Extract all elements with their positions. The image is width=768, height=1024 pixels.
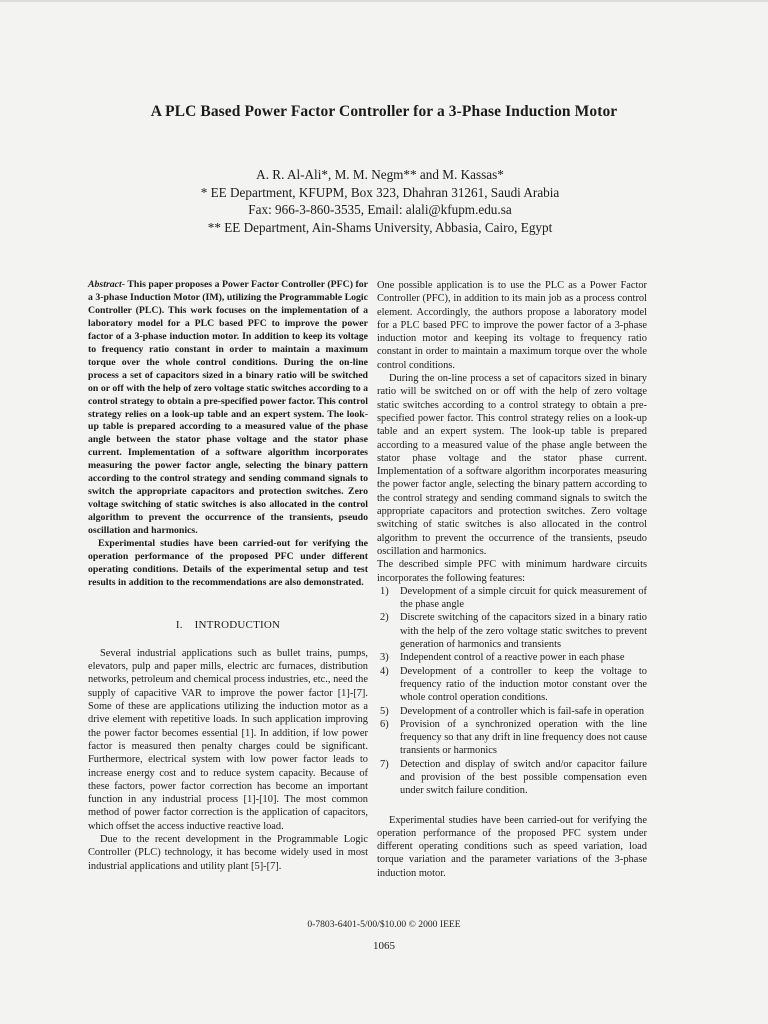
feature-number: 4) <box>380 665 389 677</box>
feature-item <box>377 665 647 705</box>
feature-item <box>377 718 647 758</box>
feature-text: Development of a controller which is fail-safe in operation <box>400 705 645 717</box>
section-number: I. <box>175 618 183 631</box>
paper-title: A PLC Based Power Factor Controller for a 3-Phase Induction Motor <box>150 103 618 120</box>
left-column <box>88 279 368 873</box>
author-names: A. R. Al-Ali*, M. M. Negm** and M. Kassas* <box>256 167 504 182</box>
intro-paragraph-1: Several industrial applications such as bullet trains, pumps, elevators, pulp and paper mills, electric arc furnaces, distribution networks, petroleum and chemical process industries, etc., need the supply of capacitive VAR to improve the power factor [1]-[7]. Some of these are applications utilizing the induction motor as a drive element with repetitive loads. In such application improving the power factor becomes essential [1]. In addition, if low power factor is measured then penalty charges could be significant. Furthermore, electrical system with low power factor leads to increase energy cost and to reduce system capacity. Because of these factors, power factor correction has become an important function in any industrial process [1]-[10]. The most common method of power factor correction is the application of capacitors, which offset the access inductive reactive load. <box>88 647 368 832</box>
feature-item <box>377 585 647 612</box>
feature-number: 1) <box>380 585 389 597</box>
feature-text: Discrete switching of the capacitors sized in a binary ratio with the help of the zero voltage static switches to prevent generation of harmonics and transients <box>400 612 647 651</box>
feature-number: 6) <box>380 718 389 730</box>
feature-text: Independent control of a reactive power in each phase <box>400 652 625 664</box>
right-paragraph-2: During the on-line process a set of capacitors sized in binary ratio will be switched on or off with the help of zero voltage static switches according to a control strategy to obtain a pre-specified power factor. This control strategy relies on a look-up table and an expert system. The look-up table is prepared according to a measured value of the phase angle between the stator phase voltage and the stator phase current. Implementation of a software algorithm incorporates measuring the power factor angle, selecting the binary pattern according to the control strategy and sending command signals to switch the appropriate capacitors and protection switches. Zero voltage switching of static switches is also allocated in the control algorithm to prevent the occurrence of the transients, pseudo oscillation and harmonics. <box>377 373 647 557</box>
feature-item <box>377 611 647 651</box>
feature-text: Development of a controller to keep the voltage to frequency ratio of the induction motor constant over the whole control operation conditions. <box>400 665 647 704</box>
abstract <box>88 279 368 590</box>
copyright-line: 0-7803-6401-5/00/$10.00 © 2000 IEEE <box>307 919 461 930</box>
feature-item <box>377 705 647 718</box>
feature-number: 3) <box>380 652 389 664</box>
feature-number: 2) <box>380 612 389 624</box>
author-block <box>120 166 640 236</box>
page-number: 1065 <box>373 940 395 952</box>
feature-list <box>377 585 647 798</box>
feature-item <box>377 758 647 798</box>
abstract-paragraph-1 <box>88 279 368 538</box>
feature-item <box>377 651 647 664</box>
affiliation-ain-shams: ** EE Department, Ain-Shams University, Abbasia, Cairo, Egypt <box>207 219 553 235</box>
affiliation-kfupm: * EE Department, KFUPM, Box 323, Dhahran 31261, Saudi Arabia <box>200 184 560 200</box>
top-edge-rule <box>0 0 768 2</box>
right-column <box>377 279 647 880</box>
right-paragraph-3: The described simple PFC with minimum hardware circuits incorporates the following features: <box>377 559 647 584</box>
intro-paragraph-2: Due to the recent development in the Programmable Logic Controller (PLC) technology, it has become widely used in most industrial applications and utility plant [5]-[7]. <box>88 834 368 872</box>
section-title: INTRODUCTION <box>194 618 281 631</box>
feature-number: 7) <box>380 758 389 770</box>
feature-text: Provision of a synchronized operation with the line frequency so that any drift in line frequency does not cause transients or harmonics <box>400 718 647 757</box>
right-paragraph-1: One possible application is to use the PLC as a Power Factor Controller (PFC), in addition to its main job as a process control element. Accordingly, the authors propose a laboratory model for a PLC based PFC to improve the power factor of a 3-phase induction motor and keeping its voltage to frequency ratio constant in order to maintain a maximum torque over the whole control conditions. <box>377 280 647 371</box>
abstract-text-1: This paper proposes a Power Factor Controller (PFC) for a 3-phase Induction Motor (IM), utilizing the Programmable Logic Controller (PLC). This work focuses on the implementation of a laboratory model for a PLC based PFC to improve the power factor of a 3-phase induction motor. In addition to keep its voltage to frequency ratio constant in order to maintain a maximum torque over the whole control conditions. During the on-line process a set of capacitors sized in a binary ratio will be switched on or off with the help of zero voltage static switches according to a control strategy to obtain a pre-specified power factor. This control strategy relies on a look-up table and an expert system. The look-up table is prepared according to a measured value of the phase angle between the stator phase voltage and the stator phase current. Implementation of a software algorithm incorporates measuring the power factor angle, selecting the binary pattern according to the control strategy and sending command signals to switch the appropriate capacitors and protection switches. Zero voltage switching of static switches is also allocated in the control algorithm to prevent the occurrence of the transients, pseudo oscillation and harmonics. <box>88 279 368 537</box>
contact-info: Fax: 966-3-860-3535, Email: alali@kfupm.edu.sa <box>248 202 512 217</box>
feature-number: 5) <box>380 705 389 717</box>
right-paragraph-4: Experimental studies have been carried-out for verifying the operation performance of the proposed PFC system under different operating conditions such as speed variation, load torque variation and the parameter variations of the 3-phase induction motor. <box>377 814 647 879</box>
abstract-lead: Abstract- <box>88 279 126 290</box>
feature-text: Detection and display of switch and/or capacitor failure and provision of the best possible compensation even under switch failure condition. <box>400 758 647 797</box>
abstract-paragraph-2: Experimental studies have been carried-out for verifying the operation performance of the proposed PFC under different operating conditions. Details of the experimental setup and test results in addition to the recommendations are also demonstrated. <box>88 538 368 588</box>
feature-text: Development of a simple circuit for quick measurement of the phase angle <box>400 585 647 611</box>
section-heading-introduction <box>88 619 368 631</box>
